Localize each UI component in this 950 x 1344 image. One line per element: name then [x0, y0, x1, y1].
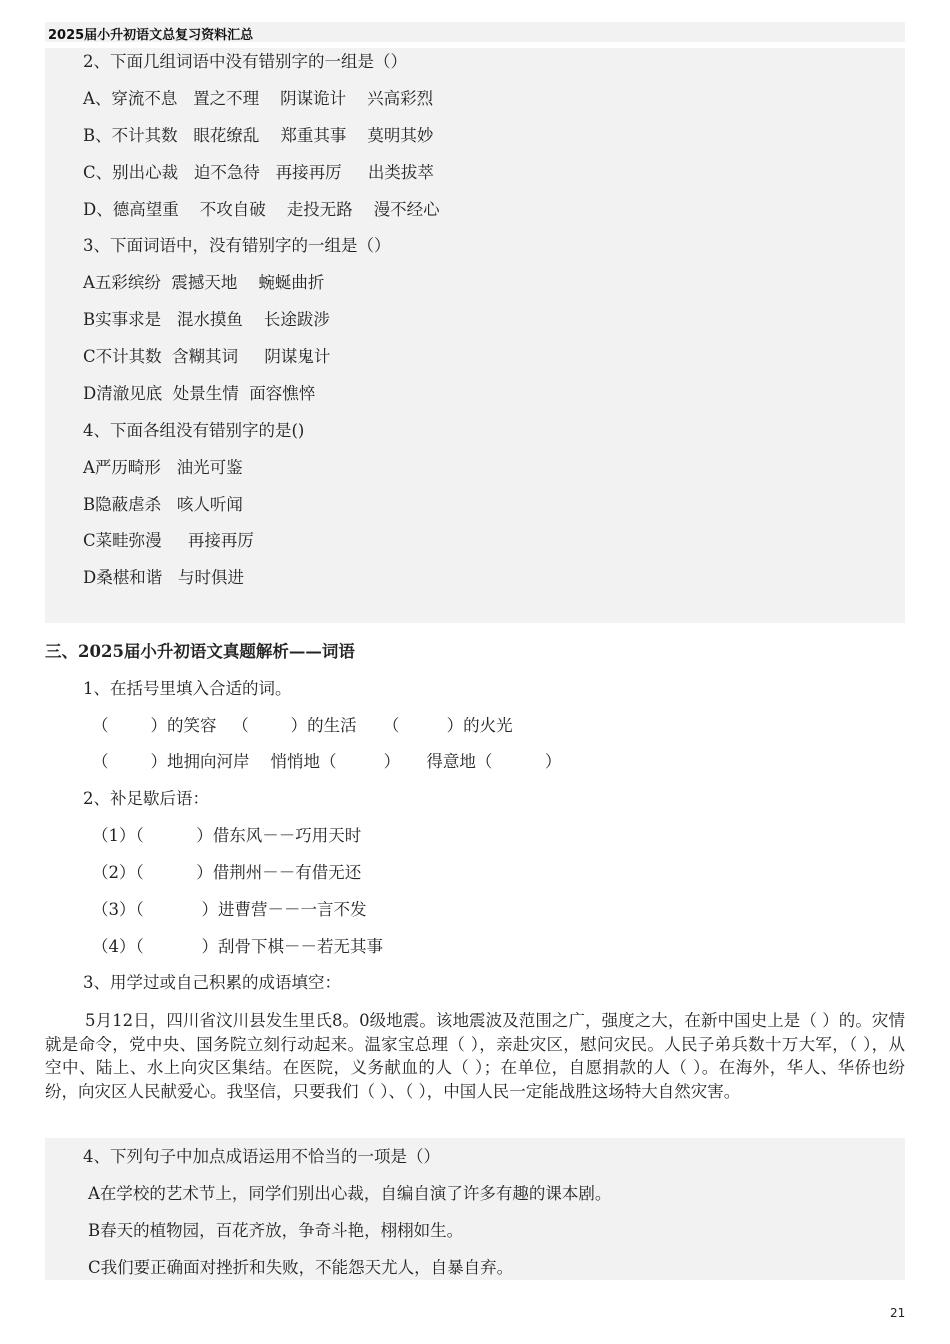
page-number: 21 — [890, 1306, 906, 1320]
p2-question-4-option-b: B春天的植物园，百花齐放，争奇斗艳，栩栩如生。 — [88, 1221, 464, 1240]
p2-question-1-row-1: （ ）的笑容 （ ）的生活 （ ）的火光 — [92, 716, 513, 735]
question-4-option-d: D桑椹和谐 与时俱进 — [83, 568, 244, 587]
question-3-option-d: D清澈见底 处景生情 面容憔悴 — [83, 384, 316, 403]
question-3-option-b: B实事求是 混水摸鱼 长途跋涉 — [83, 310, 330, 329]
section-title: 三、2025届小升初语文真题解析——词语 — [45, 642, 355, 661]
p2-question-4-option-a: A在学校的艺术节上，同学们别出心裁，自编自演了许多有趣的课本剧。 — [88, 1184, 612, 1203]
question-4-stem: 4、下面各组没有错别字的是() — [83, 421, 305, 440]
p2-question-2-item-3: （3）（ ）进曹营－－一言不发 — [92, 900, 367, 919]
p2-question-2-stem: 2、补足歇后语： — [83, 789, 209, 808]
p2-question-3-stem: 3、用学过或自己积累的成语填空： — [83, 973, 341, 992]
p2-question-3-passage: 5月12日，四川省汶川县发生里氏8。0级地震。该地震波及范围之广，强度之大，在新中国史上是（ ）的。灾情就是命令，党中央、国务院立刻行动起来。温家宝总理（ ），亲赴灾区，慰问灾民。人民子弟兵数十万大军，（ ），从空中、陆上、水上向灾区集结。在医院，义务献血的人（ ）；在单位，自愿捐款的人（ ）。在海外，华人、华侨也纷纷，向灾区人民献爱心。我坚信，只要我们（ ）、（ ），中国人民一定能战胜这场特大自然灾害。 — [45, 1011, 905, 1101]
header-title: 2025届小升初语文总复习资料汇总 — [48, 28, 254, 43]
question-2-option-a: A、穿流不息 置之不理 阴谋诡计 兴高彩烈 — [83, 89, 434, 108]
p2-question-2-item-4: （4）（ ）刮骨下棋－－若无其事 — [92, 937, 383, 956]
p2-question-1-stem: 1、在括号里填入合适的词。 — [83, 679, 292, 698]
question-3-option-c: C不计其数 含糊其词 阴谋鬼计 — [83, 347, 331, 366]
question-4-option-b: B隐蔽虐杀 咳人听闻 — [83, 495, 243, 514]
p2-question-2-item-1: （1）（ ）借东风－－巧用天时 — [92, 826, 362, 845]
question-4-option-a: A严历畸形 油光可鉴 — [83, 458, 243, 477]
question-2-option-d: D、德高望重 不攻自破 走投无路 漫不经心 — [83, 200, 440, 219]
p2-question-1-row-2: （ ）地拥向河岸 悄悄地（ ） 得意地（ ） — [92, 752, 562, 771]
question-3-stem: 3、下面词语中，没有错别字的一组是（） — [83, 236, 391, 255]
p2-question-4-option-c: C我们要正确面对挫折和失败，不能怨天尤人，自暴自弃。 — [88, 1258, 514, 1277]
p2-question-2-item-2: （2）（ ）借荆州－－有借无还 — [92, 863, 362, 882]
p2-question-4-stem: 4、下列句子中加点成语运用不恰当的一项是（） — [83, 1147, 440, 1166]
question-2-stem: 2、下面几组词语中没有错别字的一组是（） — [83, 52, 407, 71]
question-3-option-a: A五彩缤纷 震撼天地 蜿蜒曲折 — [83, 273, 325, 292]
question-4-option-c: C菜畦弥漫 再接再厉 — [83, 531, 254, 550]
page-header — [45, 22, 905, 42]
question-2-option-b: B、不计其数 眼花缭乱 郑重其事 莫明其妙 — [83, 126, 434, 145]
question-2-option-c: C、别出心裁 迫不急待 再接再厉 出类拔萃 — [83, 163, 434, 182]
